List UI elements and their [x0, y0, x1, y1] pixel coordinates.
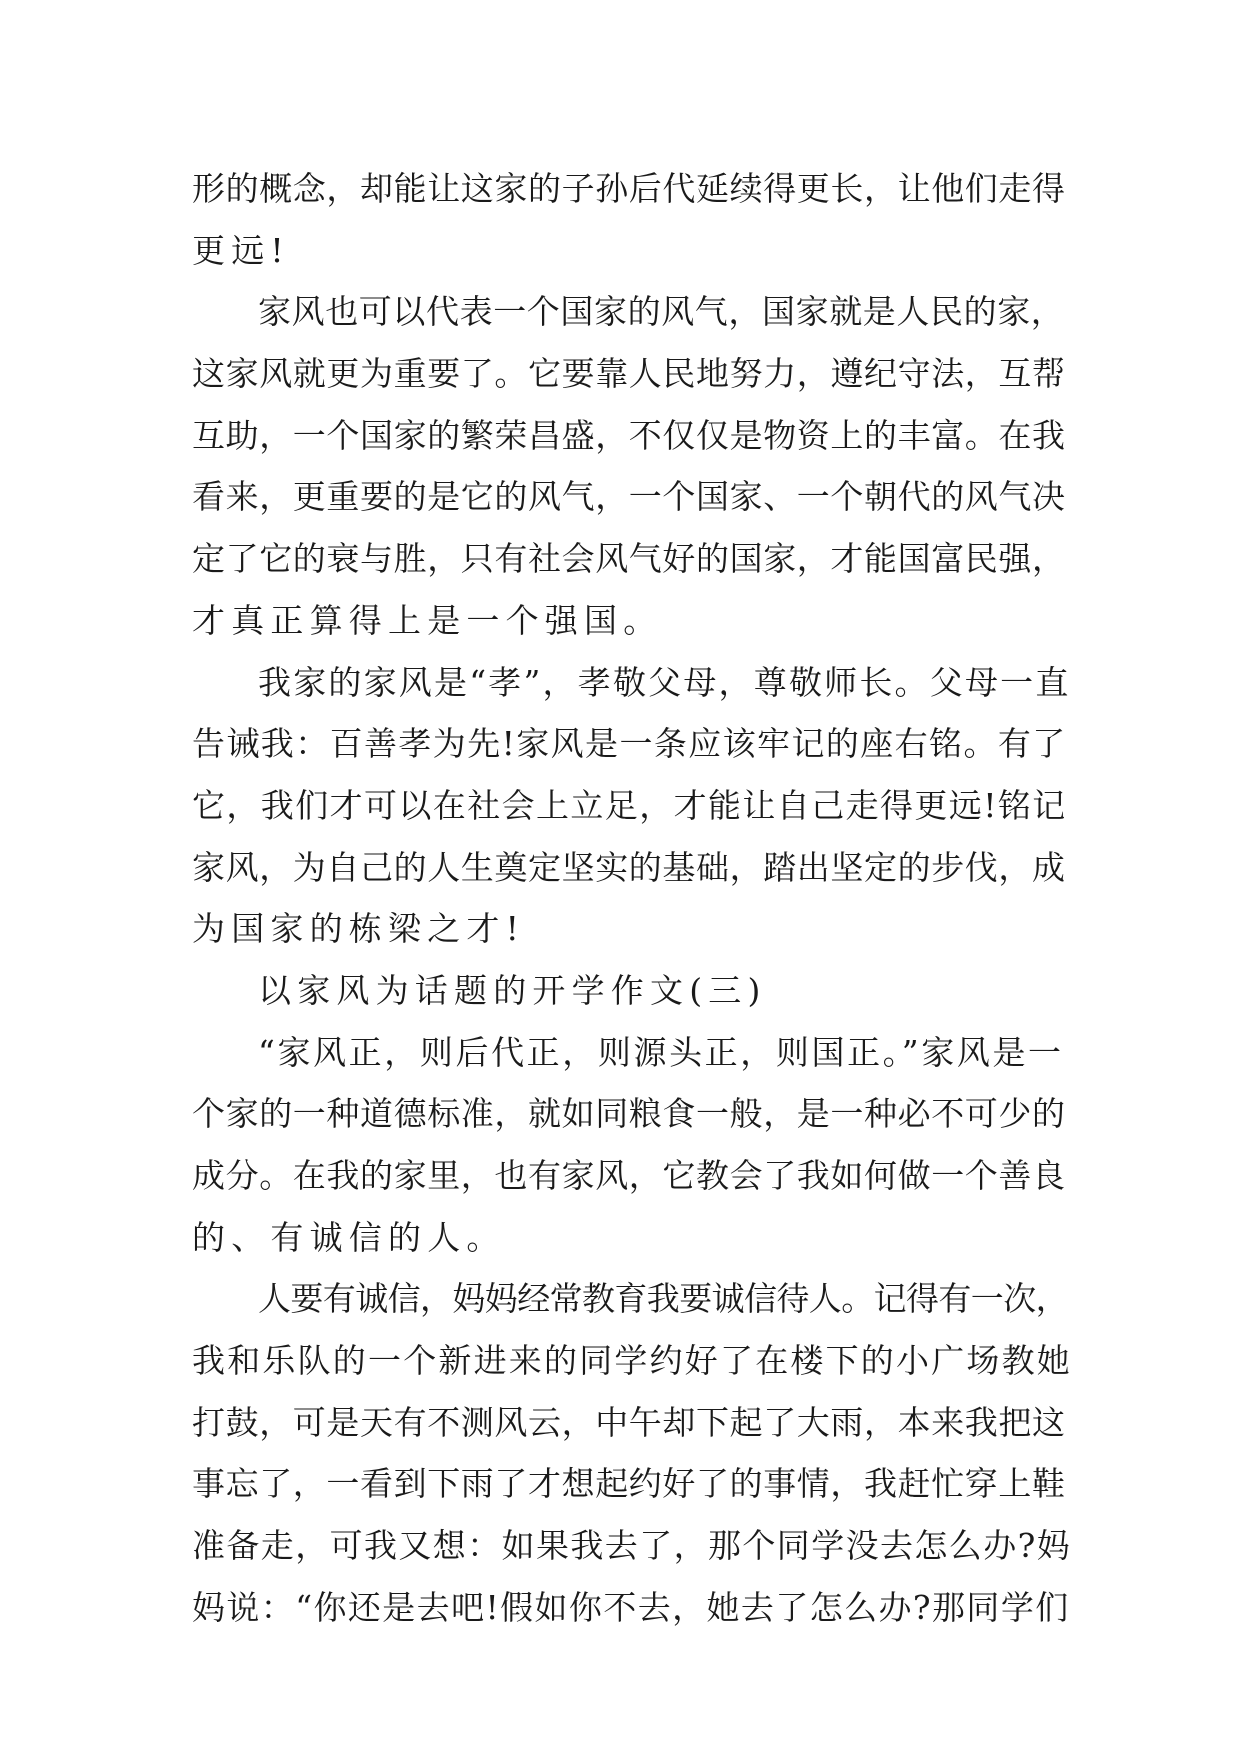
- text-line: 的、有诚信的人。: [192, 1217, 506, 1257]
- text-line: 这家风就更为重要了。它要靠人民地努力，遵纪守法，互帮: [192, 354, 1066, 394]
- text-line: 事忘了，一看到下雨了才想起约好了的事情，我赶忙穿上鞋: [192, 1464, 1066, 1504]
- text-line: 我家的家风是“孝”，孝敬父母，尊敬师长。父母一直: [258, 662, 1071, 702]
- text-line: 个家的一种道德标准，就如同粮食一般，是一种必不可少的: [192, 1094, 1066, 1134]
- text-line: 家风，为自己的人生奠定坚实的基础，踏出坚定的步伐，成: [192, 847, 1066, 887]
- text-line: 我和乐队的一个新进来的同学约好了在楼下的小广场教她: [192, 1341, 1072, 1381]
- text-line: 准备走，可我又想：如果我去了，那个同学没去怎么办?妈: [192, 1526, 1072, 1566]
- text-line: 打鼓，可是天有不测风云，中午却下起了大雨，本来我把这: [192, 1402, 1066, 1442]
- text-line: 家风也可以代表一个国家的风气，国家就是人民的家，: [258, 292, 1065, 332]
- body-text: [192, 158, 1072, 1639]
- text-line: 以家风为话题的开学作文(三): [258, 970, 767, 1010]
- text-line: 更远!: [192, 230, 290, 270]
- text-line: 为国家的栋梁之才!: [192, 909, 526, 949]
- text-line: 成分。在我的家里，也有家风，它教会了我如何做一个善良: [192, 1156, 1066, 1195]
- text-line: 人要有诚信，妈妈经常教育我要诚信待人。记得有一次，: [258, 1279, 1069, 1319]
- text-line: 告诫我：百善孝为先!家风是一条应该牢记的座右铭。有了: [192, 724, 1067, 764]
- text-line: 它，我们才可以在社会上立足，才能让自己走得更远!铭记: [192, 785, 1067, 825]
- text-line: 妈说：“你还是去吧!假如你不去，她去了怎么办?那同学们: [192, 1587, 1070, 1627]
- text-line: 才真正算得上是一个强国。: [192, 600, 663, 640]
- text-line: 看来，更重要的是它的风气，一个国家、一个朝代的风气决: [192, 477, 1066, 517]
- text-line: “家风正，则后代正，则源头正，则国正。”家风是一: [258, 1032, 1064, 1072]
- text-line: 互助，一个国家的繁荣昌盛，不仅仅是物资上的丰富。在我: [192, 415, 1066, 455]
- text-line: 形的概念，却能让这家的子孙后代延续得更长，让他们走得: [192, 169, 1066, 208]
- text-line: 定了它的衰与胜，只有社会风气好的国家，才能国富民强，: [192, 539, 1066, 579]
